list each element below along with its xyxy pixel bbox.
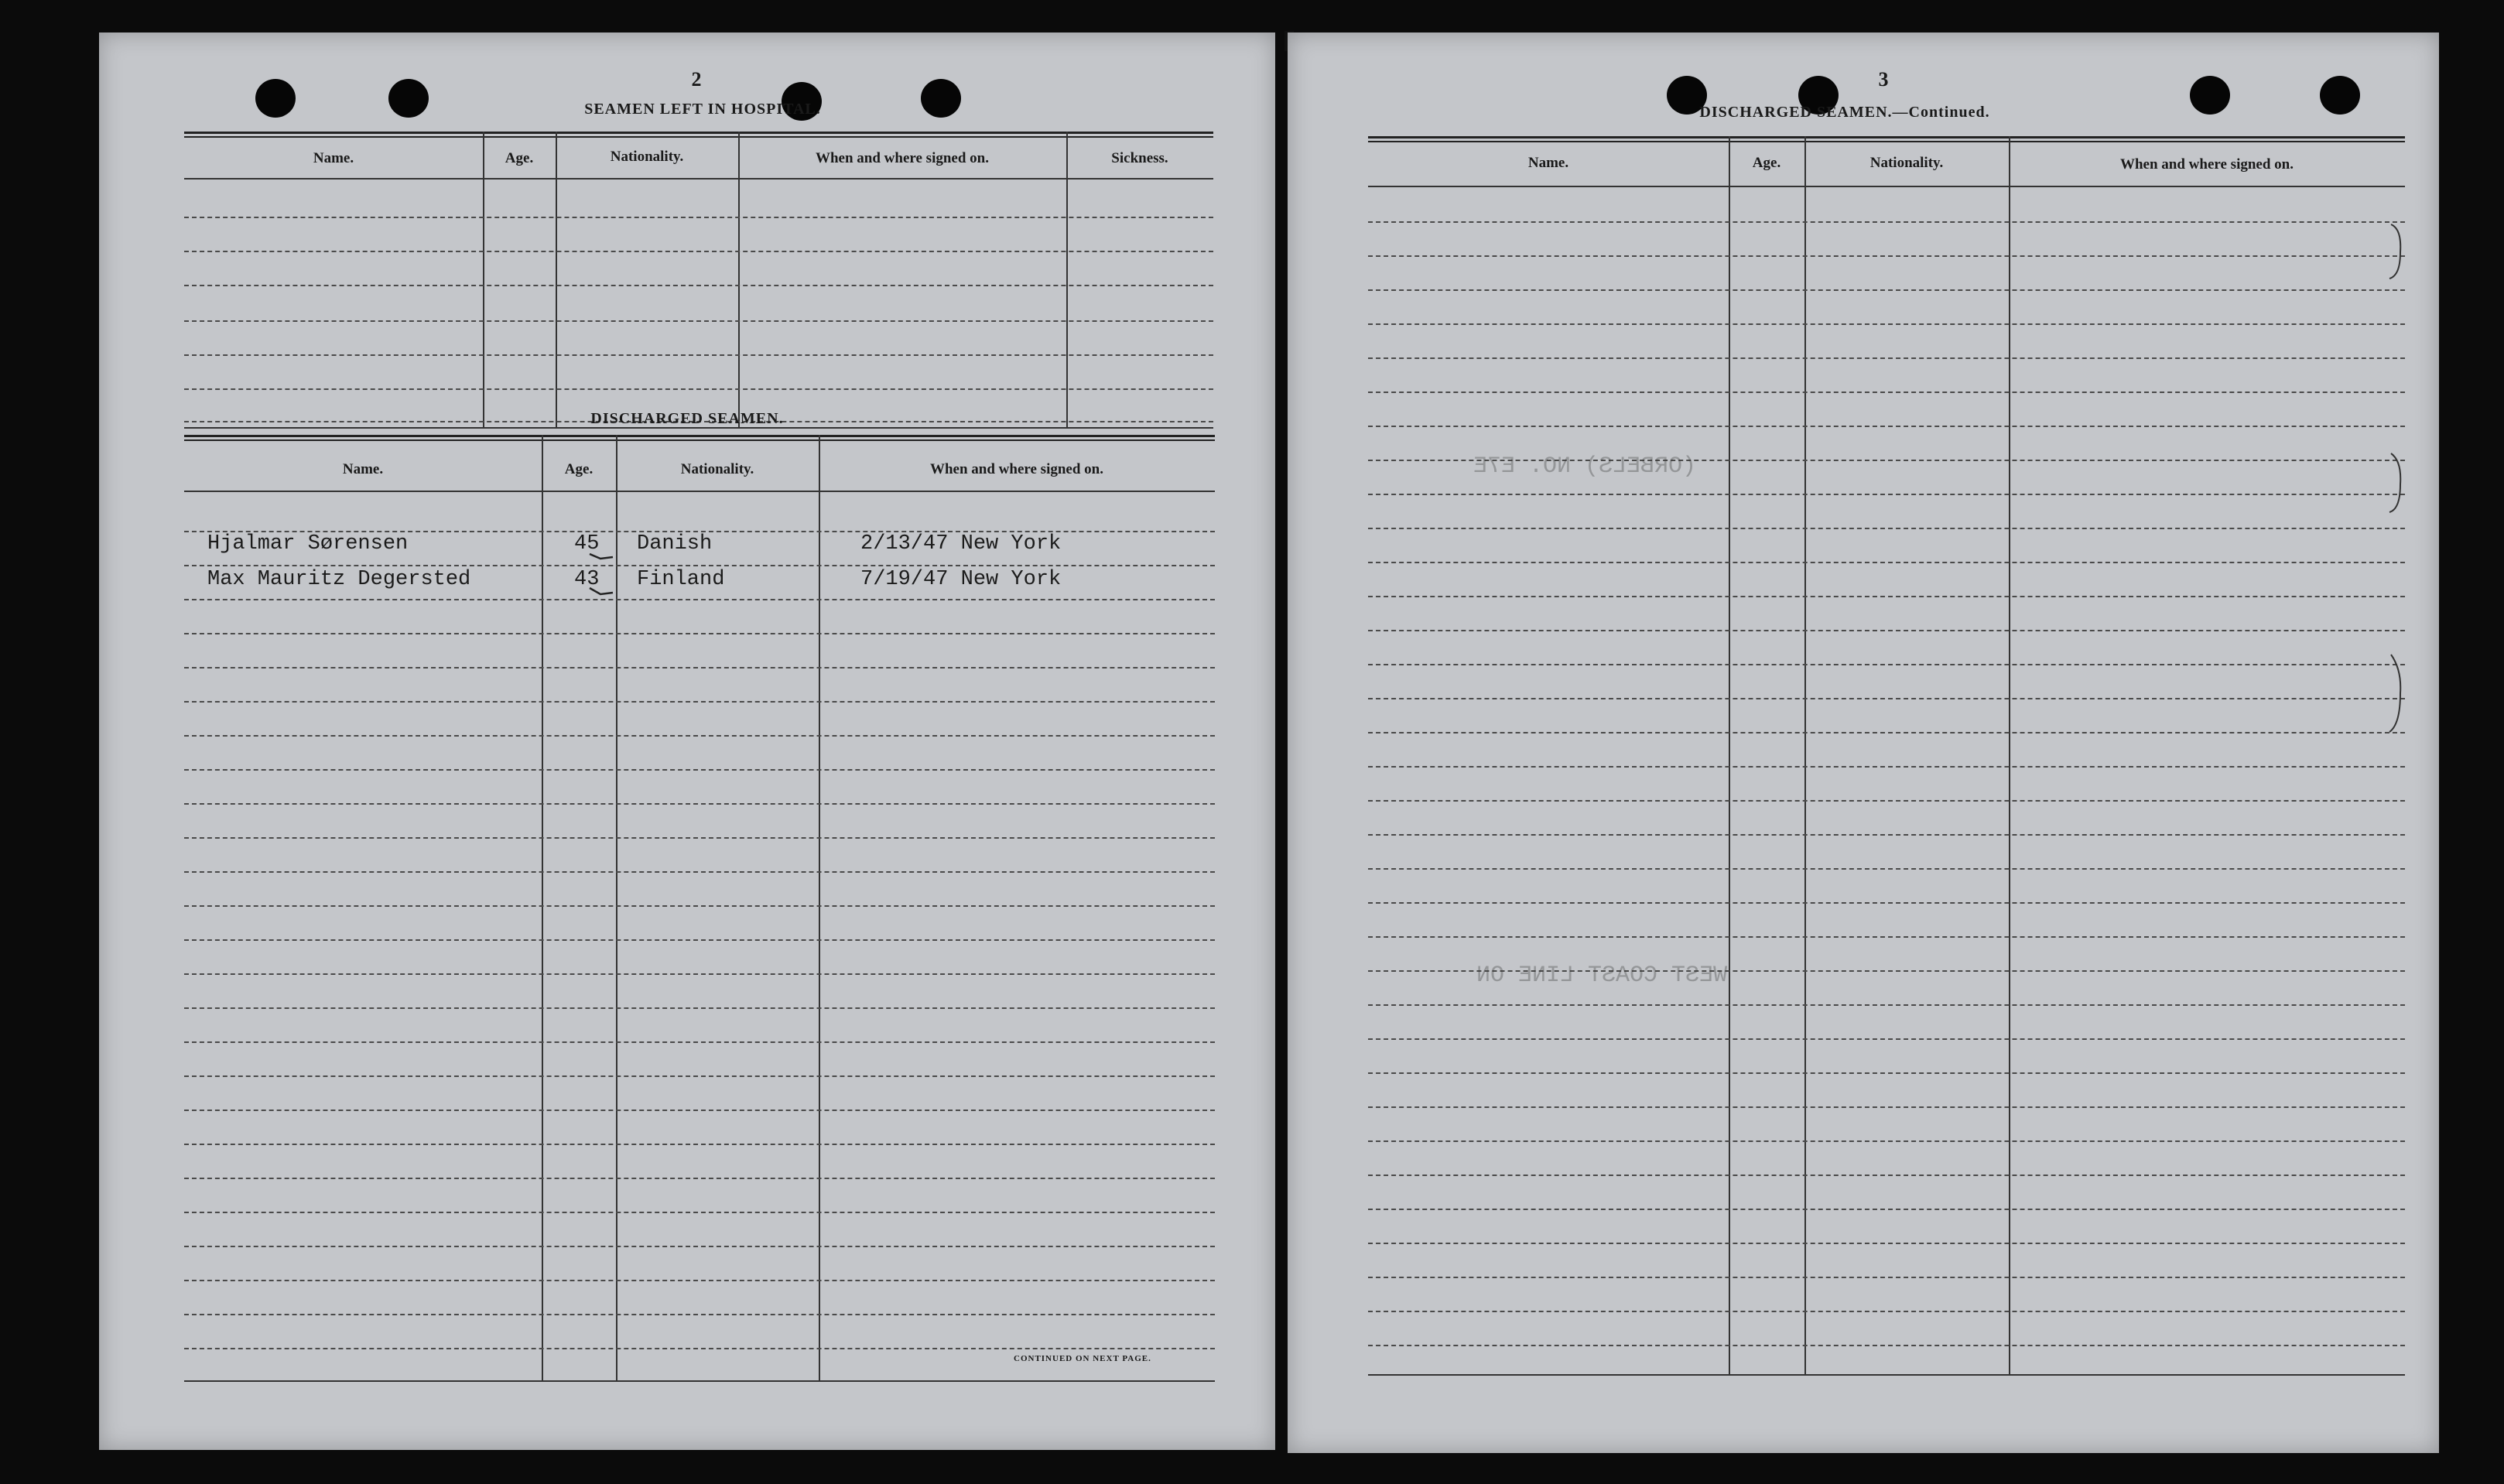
dashed-row-line	[1368, 1072, 2405, 1074]
dashed-row-line	[1368, 766, 2405, 768]
table-bottom-rule	[184, 1380, 1215, 1382]
dashed-row-line	[1368, 528, 2405, 529]
dashed-row-line	[184, 388, 1213, 390]
discharged-section-title: DISCHARGED SEAMEN.	[590, 410, 784, 427]
header-name: Name.	[342, 461, 384, 477]
punch-hole	[388, 79, 429, 118]
page-number: 2	[691, 68, 702, 91]
dashed-row-line	[1368, 1175, 2405, 1176]
column-divider	[1729, 136, 1730, 1374]
dashed-row-line	[1368, 1004, 2405, 1006]
row-2-signed-on: 7/19/47 New York	[860, 568, 1062, 591]
row-2-age: 43	[574, 568, 600, 591]
dashed-row-line	[1368, 800, 2405, 802]
dashed-row-line	[184, 565, 1215, 566]
margin-bracket-marks	[2386, 221, 2410, 778]
row-2-name: Max Mauritz Degersted	[207, 568, 471, 591]
row-1-signed-on: 2/13/47 New York	[860, 532, 1062, 556]
header-signed-on: When and where signed on.	[2119, 156, 2294, 173]
dashed-row-line	[184, 1007, 1215, 1009]
header-signed-on: When and where signed on.	[815, 150, 989, 166]
header-nationality: Nationality.	[610, 149, 684, 165]
dashed-row-line	[184, 1280, 1215, 1281]
dashed-row-line	[184, 285, 1213, 286]
dashed-row-line	[184, 905, 1215, 907]
dashed-row-line	[184, 1212, 1215, 1213]
column-divider	[1066, 132, 1068, 427]
dashed-row-line	[184, 735, 1215, 737]
dashed-row-line	[1368, 392, 2405, 393]
header-nationality: Nationality.	[680, 461, 754, 477]
header-nationality: Nationality.	[1869, 155, 1944, 171]
row-1-age: 45	[574, 532, 600, 556]
dashed-row-line	[1368, 936, 2405, 938]
bleed-through-text: (ORBELS) NO. E7E	[1473, 453, 1697, 480]
header-rule	[184, 178, 1213, 180]
discharged-continued-title: DISCHARGED SEAMEN.—Continued.	[1699, 104, 1990, 121]
dashed-row-line	[184, 1246, 1215, 1247]
pen-tick-marks	[587, 543, 625, 597]
column-divider	[819, 435, 820, 1380]
column-divider	[556, 132, 557, 427]
dashed-row-line	[184, 1075, 1215, 1077]
punch-hole	[2190, 76, 2230, 115]
table-top-rule	[184, 132, 1213, 138]
header-age: Age.	[564, 461, 594, 477]
dashed-row-line	[184, 837, 1215, 839]
dashed-row-line	[1368, 664, 2405, 665]
dashed-row-line	[184, 1144, 1215, 1145]
dashed-row-line	[1368, 323, 2405, 325]
dashed-row-line	[1368, 1277, 2405, 1278]
right-page	[1288, 32, 2439, 1453]
dashed-row-line	[184, 354, 1213, 356]
dashed-row-line	[184, 701, 1215, 703]
dashed-row-line	[184, 599, 1215, 600]
dashed-row-line	[184, 633, 1215, 634]
column-divider	[542, 435, 543, 1380]
dashed-row-line	[1368, 1311, 2405, 1312]
dashed-row-line	[1368, 1038, 2405, 1040]
dashed-row-line	[184, 1178, 1215, 1179]
table-top-rule	[184, 435, 1215, 441]
dashed-row-line	[184, 1314, 1215, 1315]
dashed-row-line	[184, 769, 1215, 771]
discharged-continued-table	[1368, 136, 2405, 1382]
punch-hole	[255, 79, 296, 118]
dashed-row-line	[1368, 426, 2405, 427]
hospital-table	[184, 132, 1213, 432]
table-top-rule	[1368, 136, 2405, 142]
column-divider	[1804, 136, 1806, 1374]
header-age: Age.	[505, 150, 534, 166]
dashed-row-line	[1368, 1345, 2405, 1346]
column-divider	[483, 132, 484, 427]
dashed-row-line	[1368, 494, 2405, 495]
dashed-row-line	[1368, 221, 2405, 223]
dashed-row-line	[184, 251, 1213, 252]
header-name: Name.	[1527, 155, 1569, 171]
dashed-row-line	[1368, 902, 2405, 904]
discharged-table	[184, 435, 1215, 1385]
header-name: Name.	[313, 150, 354, 166]
column-divider	[2009, 136, 2010, 1374]
dashed-row-line	[184, 939, 1215, 941]
dashed-row-line	[1368, 1209, 2405, 1210]
page-number: 3	[1878, 68, 1889, 91]
dashed-row-line	[1368, 1140, 2405, 1142]
dashed-row-line	[1368, 698, 2405, 699]
header-rule	[184, 491, 1215, 492]
dashed-row-line	[1368, 289, 2405, 291]
dashed-row-line	[1368, 1243, 2405, 1244]
left-page	[99, 32, 1275, 1450]
row-2-nationality: Finland	[637, 568, 725, 591]
dashed-row-line	[1368, 1106, 2405, 1108]
header-sickness: Sickness.	[1111, 150, 1168, 166]
continued-footer: CONTINUED ON NEXT PAGE.	[1014, 1354, 1151, 1363]
dashed-row-line	[1368, 562, 2405, 563]
row-1-nationality: Danish	[637, 532, 713, 556]
header-age: Age.	[1752, 155, 1781, 171]
dashed-row-line	[184, 803, 1215, 805]
punch-hole	[2320, 76, 2360, 115]
dashed-row-line	[184, 1041, 1215, 1043]
dashed-row-line	[184, 1348, 1215, 1349]
dashed-row-line	[1368, 596, 2405, 597]
dashed-row-line	[1368, 630, 2405, 631]
dashed-row-line	[184, 973, 1215, 975]
hospital-section-title: SEAMEN LEFT IN HOSPITAL.	[584, 101, 821, 118]
dashed-row-line	[1368, 834, 2405, 836]
column-divider	[738, 132, 740, 427]
dashed-row-line	[184, 667, 1215, 668]
dashed-row-line	[184, 871, 1215, 873]
header-signed-on: When and where signed on.	[929, 461, 1103, 477]
dashed-row-line	[1368, 357, 2405, 359]
bleed-through-text: WEST COAST LINE ON	[1476, 963, 1728, 989]
dashed-row-line	[1368, 868, 2405, 870]
dashed-row-line	[184, 217, 1213, 218]
dashed-row-line	[184, 1110, 1215, 1111]
dashed-row-line	[1368, 255, 2405, 257]
dashed-row-line	[1368, 732, 2405, 733]
dashed-row-line	[184, 320, 1213, 322]
header-rule	[1368, 186, 2405, 187]
punch-hole	[921, 79, 961, 118]
row-1-name: Hjalmar Sørensen	[207, 532, 409, 556]
table-bottom-rule	[1368, 1374, 2405, 1376]
